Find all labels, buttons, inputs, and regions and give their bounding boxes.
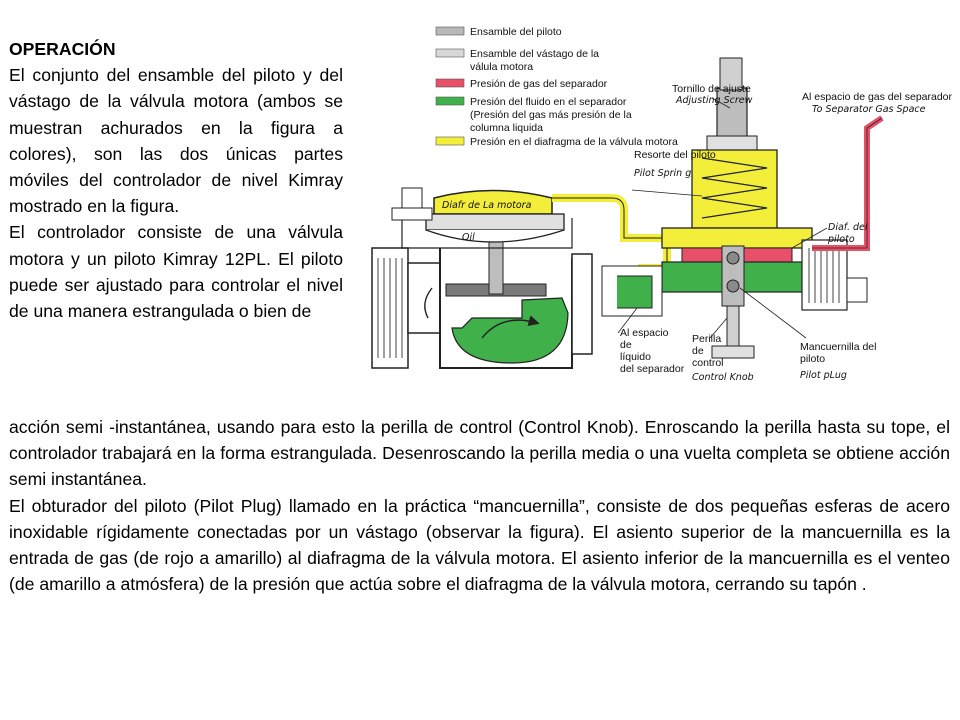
legend-swatch-3 <box>436 79 464 87</box>
resorte-label: Resorte del piloto <box>634 149 716 161</box>
legend-text-4c: columna liquida <box>470 122 543 134</box>
legend-text-3: Presión de gas del separador <box>470 78 608 90</box>
oil-label: Oil <box>462 232 475 243</box>
controller-diagram <box>362 18 958 388</box>
pilot-spring-label: Pilot Sprin g <box>634 168 692 179</box>
diafr-motora-label: Diafr de La motora <box>442 200 532 211</box>
left-paragraph-1: El conjunto del ensamble del piloto y del vástago de la válvula motora (ambos se muestran achurados en la figura a colores), son las dos únicas partes móviles del controlador de nivel Kimray mostrado en la figura. <box>9 65 343 217</box>
pilot-plug-label: Pilot pLug <box>800 370 847 381</box>
espacio-separador-label: Al espacio de gas del separador <box>802 91 953 103</box>
diaf-piloto-label-1: Diaf. del <box>828 222 868 233</box>
legend <box>436 26 678 148</box>
legend-text-5: Presión en el diafragma de la válvula motora <box>470 136 678 148</box>
al-espacio-label-3: líquido <box>620 351 651 363</box>
diaf-piloto-label-2: piloto <box>828 234 855 245</box>
motor-diaphragm-head <box>392 188 564 243</box>
legend-text-4a: Presión del fluido en el separador <box>470 96 627 108</box>
perilla-label-3: control <box>692 357 724 369</box>
legend-swatch-4 <box>436 97 464 105</box>
perilla-label-1: Perilla <box>692 333 722 345</box>
legend-swatch-1 <box>436 27 464 35</box>
legend-text-1: Ensamble del piloto <box>470 26 562 38</box>
al-espacio-label-1: Al espacio <box>620 327 669 339</box>
bottom-paragraph-1: acción semi -instantánea, usando para esto la perilla de control (Control Knob). Enroscando la perilla hasta su tope, el controlador trabajará en la forma estrangulada. Desenroscando la perilla media o una vuelta completa se obtiene acción semi instantánea. <box>9 417 950 490</box>
tornillo-label: Tornillo de ajuste <box>672 83 751 95</box>
legend-text-2b: válula motora <box>470 61 534 73</box>
al-espacio-label-4: del separador <box>620 363 685 375</box>
adjusting-screw-label: Adjusting Screw <box>676 95 753 106</box>
legend-text-4b: (Presión del gas más presión de la <box>470 109 632 121</box>
mancuernilla-label-2: piloto <box>800 353 826 365</box>
al-espacio-label-2: de <box>620 339 632 351</box>
control-knob-label: Control Knob <box>692 372 754 383</box>
bottom-paragraph-2: El obturador del piloto (Pilot Plug) llamado en la práctica “mancuernilla”, consiste de dos pequeñas esferas de acero inoxidable rígidamente conectadas por un vástago (observar la figura). El asiento superior de la mancuernilla es la entrada de gas (de rojo a amarillo) al diafragma de la válvula motora. El asiento inferior de la mancuernilla es el venteo (de amarillo a atmósfera) de la presión que actúa sobre el diafragma de la válvula motora, cerrando su tapón . <box>9 495 950 595</box>
legend-swatch-2 <box>436 49 464 57</box>
left-text-column <box>9 36 343 324</box>
kimray-controller-figure <box>362 18 958 388</box>
section-title: OPERACIÓN <box>9 39 116 59</box>
legend-swatch-5 <box>436 137 464 145</box>
left-paragraph-2: El controlador consiste de una válvula motora y un piloto Kimray 12PL. El piloto puede ser ajustado para controlar el nivel de una manera estrangulada o bien de <box>9 222 343 322</box>
perilla-label-2: de <box>692 345 704 357</box>
bottom-text-block <box>9 414 950 597</box>
mancuernilla-label-1: Mancuernilla del <box>800 341 877 353</box>
legend-text-2a: Ensamble del vástago de la <box>470 48 599 60</box>
separator-gas-space-label: To Separator Gas Space <box>812 104 926 115</box>
